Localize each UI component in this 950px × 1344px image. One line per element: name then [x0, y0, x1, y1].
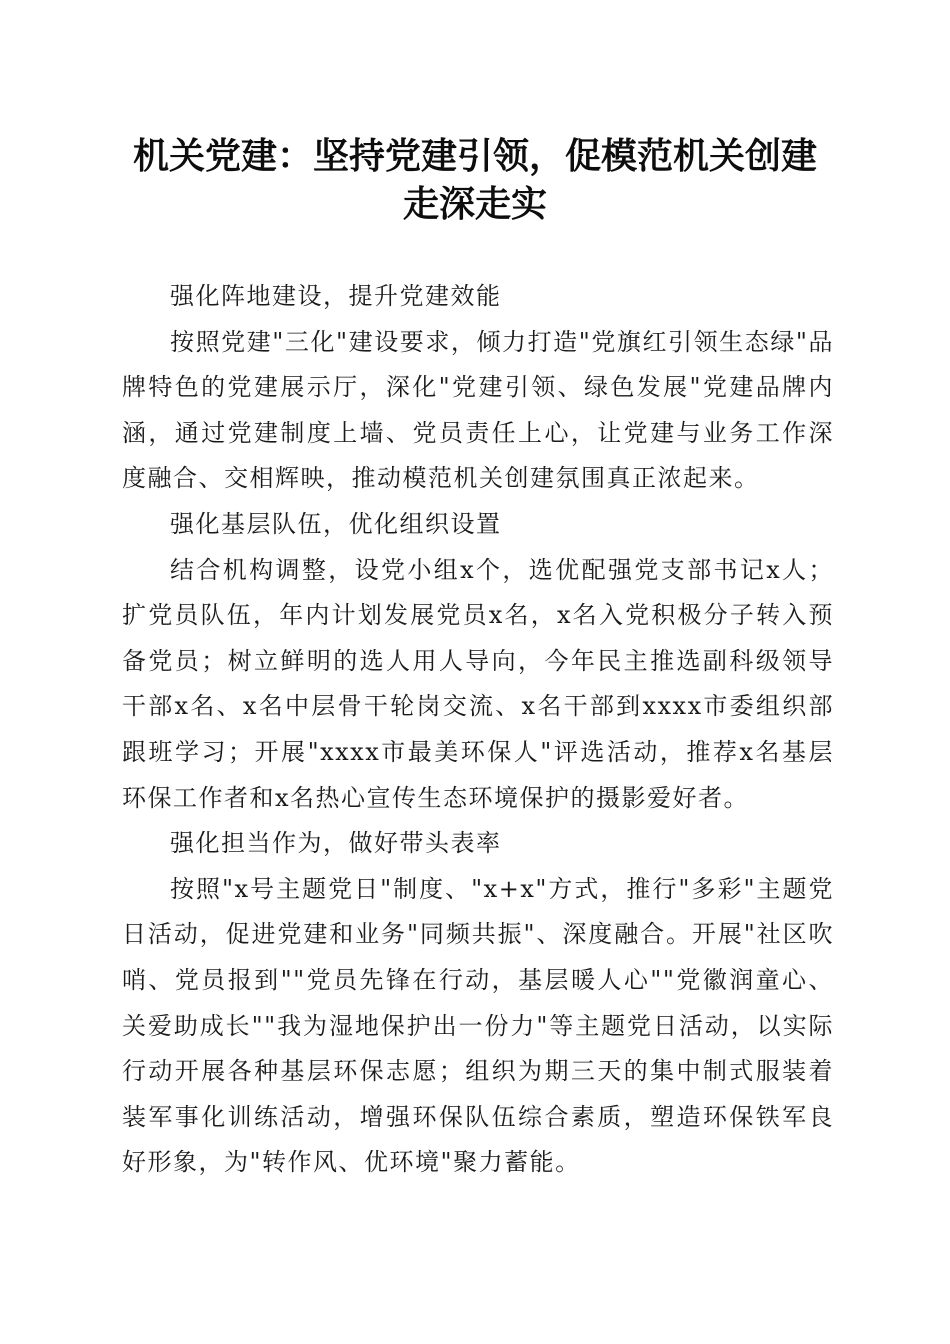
document-body	[122, 274, 834, 1186]
section-heading: 强化基层队伍，优化组织设置	[170, 509, 502, 538]
section-heading: 强化阵地建设，提升党建效能	[170, 282, 502, 310]
section-paragraph: 按照"x号主题党日"制度、"x+x"方式，推行"多彩"主题党日活动，促进党建和业务"同频共振"、深度融合。开展"社区吹哨、党员报到""党员先锋在行动，基层暖人心""党徽润童心、关爱助成长""我为湿地保护出一份力"等主题党日活动，以实际行动开展各种基层环保志愿；组织为期三天的集中制式服装着装军事化训练活动，增强环保队伍综合素质，塑造环保铁军良好形象，为"转作风、优环境"聚力蓄能。	[122, 874, 834, 1177]
section-paragraph: 结合机构调整，设党小组x个，选优配强党支部书记x人；扩党员队伍，年内计划发展党员x名，x名入党积极分子转入预备党员；树立鲜明的选人用人导向，今年民主推选副科级领导干部x名、x名中层骨干轮岗交流、x名干部到xxxx市委组织部跟班学习；开展"xxxx市最美环保人"评选活动，推荐x名基层环保工作者和x名热心宣传生态环境保护的摄影爱好者。	[122, 555, 834, 812]
section-heading: 强化担当作为，做好带头表率	[170, 829, 502, 858]
document-title: 机关党建：坚持党建引领，促模范机关创建走深走实	[132, 135, 817, 225]
section-paragraph: 按照党建"三化"建设要求，倾力打造"党旗红引领生态绿"品牌特色的党建展示厅，深化"党建引领、绿色发展"党建品牌内涵，通过党建制度上墙、党员责任上心，让党建与业务工作深度融合、交相辉映，推动模范机关创建氛围真正浓起来。	[122, 327, 834, 493]
